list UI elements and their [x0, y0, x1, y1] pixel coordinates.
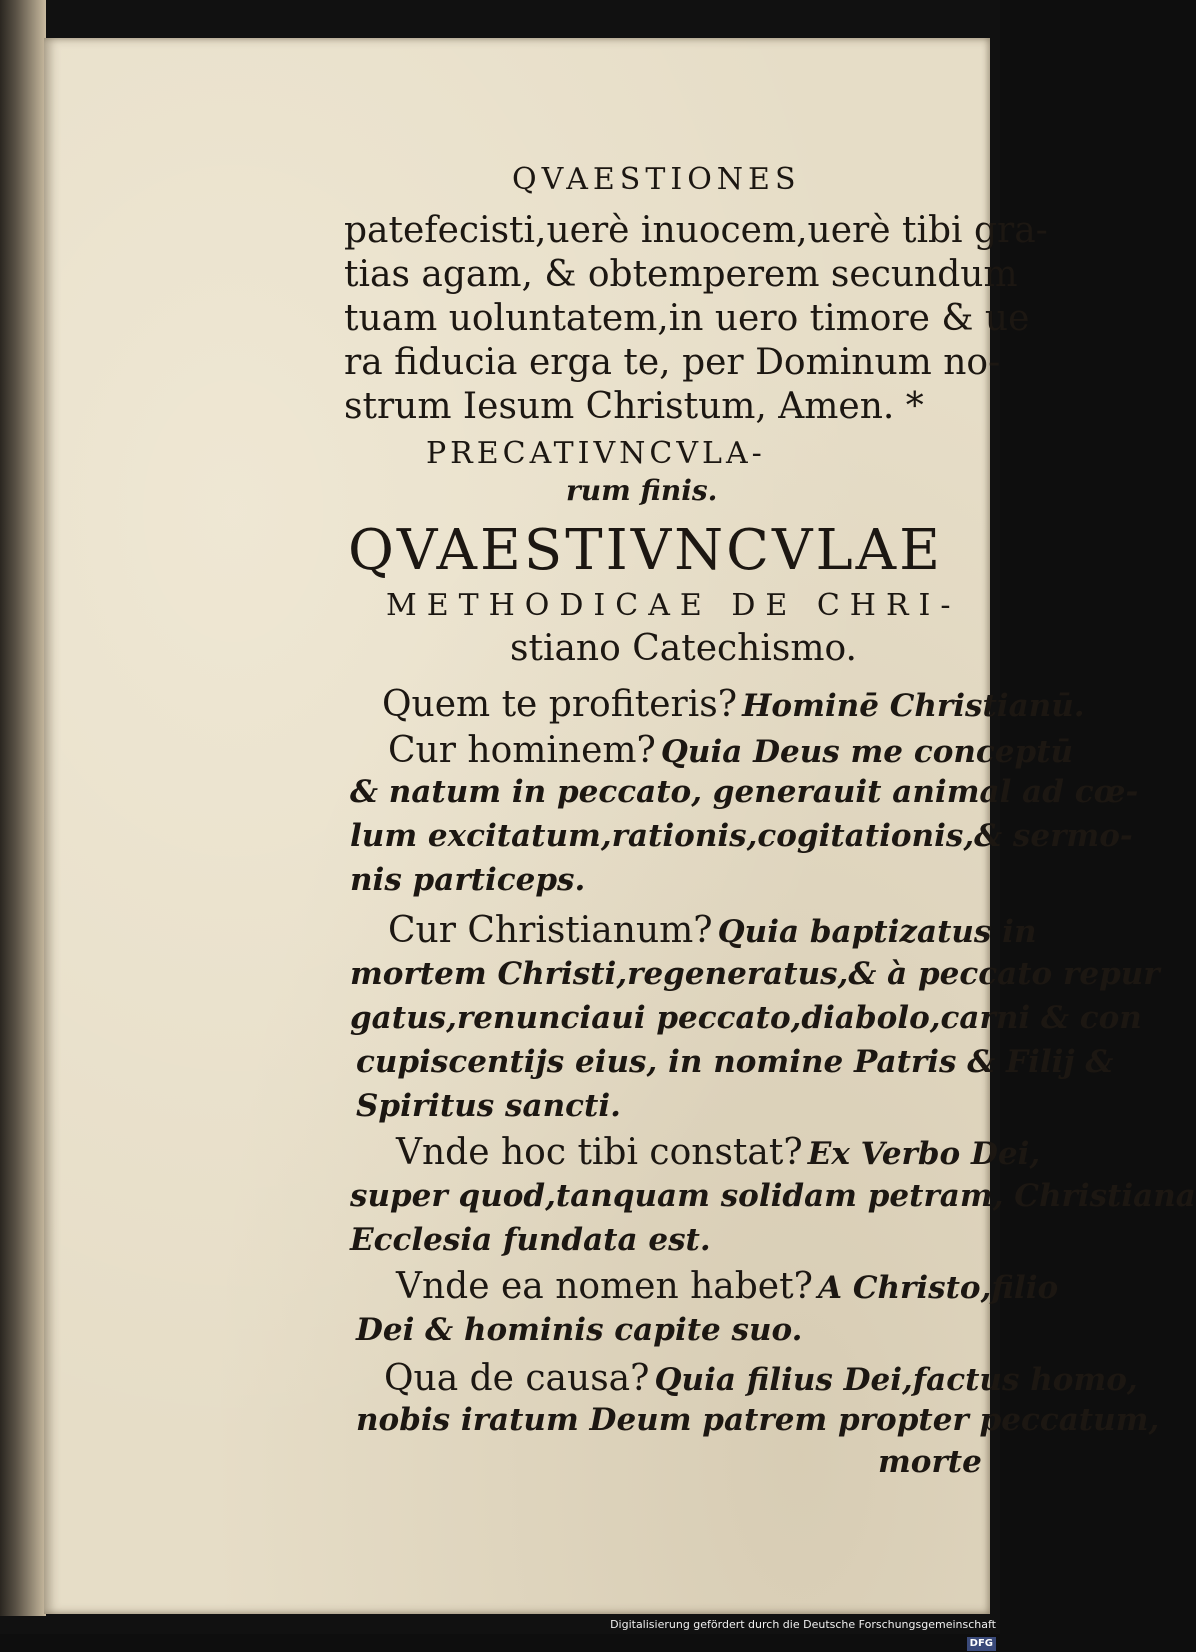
- prayer-line-5: strum Iesum Christum, Amen. *: [344, 386, 924, 427]
- dialogue-line-11: [396, 1132, 1040, 1173]
- dialogue-line-13: Ecclesia fundata est.: [350, 1222, 711, 1258]
- question: Vnde hoc tibi constat?: [396, 1132, 803, 1173]
- running-head: QVAESTIONES: [512, 162, 801, 197]
- answer: Quia baptizatus in: [717, 914, 1037, 950]
- dialogue-line-3: & natum in peccato, generauit animal ad cœ-: [350, 774, 1139, 810]
- dialogue-line-14: [396, 1266, 1058, 1307]
- prayer-line-3: tuam uoluntatem,in uero timore & ue: [344, 298, 1030, 339]
- catchword: morte: [878, 1444, 982, 1480]
- book-page: [44, 38, 1196, 1614]
- dialogue-line-7: mortem Christi,regeneratus,& à peccato repur: [350, 956, 1160, 992]
- answer: Hominē Christianū.: [742, 688, 1085, 724]
- dialogue-line-9: cupiscentijs eius, in nomine Patris & Filij &: [356, 1044, 1114, 1080]
- book-spine-edge: [0, 0, 46, 1616]
- precatiunculae-end-line-2: rum finis.: [566, 474, 718, 507]
- question: Cur Christianum?: [388, 910, 713, 951]
- answer: Quia filius Dei,factus homo,: [654, 1362, 1138, 1398]
- question: Qua de causa?: [384, 1358, 650, 1399]
- digitization-credit: [610, 1616, 996, 1649]
- prayer-line-1: patefecisti,uerè inuocem,uerè tibi gra-: [344, 210, 1048, 251]
- credit-text: Digitalisierung gefördert durch die Deutsche Forschungsgemeinschaft: [610, 1618, 996, 1631]
- answer: Quia Deus me conceptū: [660, 734, 1074, 770]
- prayer-line-2: tias agam, & obtemperem secundum: [344, 254, 1018, 295]
- dialogue-line-8: gatus,renunciaui peccato,diabolo,carni & con: [350, 1000, 1142, 1036]
- dialogue-line-17: nobis iratum Deum patrem propter peccatum,: [356, 1402, 1160, 1438]
- answer: Ex Verbo Dei,: [807, 1136, 1041, 1172]
- dialogue-line-10: Spiritus sancti.: [356, 1088, 621, 1124]
- precatiunculae-end-line-1: PRECATIVNCVLA-: [426, 436, 766, 471]
- dialogue-line-1: [382, 684, 1085, 725]
- prayer-line-4: ra fiducia erga te, per Dominum no-: [344, 342, 1001, 383]
- question: Quem te profiteris?: [382, 684, 738, 725]
- section-subtitle-2: stiano Catechismo.: [510, 628, 857, 669]
- question: Vnde ea nomen habet?: [396, 1266, 813, 1307]
- dialogue-line-16: [384, 1358, 1138, 1399]
- section-title: QVAESTIVNCVLAE: [348, 518, 943, 583]
- section-subtitle: METHODICAE DE CHRI-: [386, 588, 961, 623]
- answer: A Christo,filio: [817, 1270, 1059, 1306]
- dialogue-line-4: lum excitatum,rationis,cogitationis,& sermo-: [350, 818, 1133, 854]
- dialogue-line-2: [388, 730, 1073, 771]
- dialogue-line-5: nis particeps.: [350, 862, 586, 898]
- dialogue-line-15: Dei & hominis capite suo.: [356, 1312, 803, 1348]
- dialogue-line-6: [388, 910, 1037, 951]
- question: Cur hominem?: [388, 730, 656, 771]
- dialogue-line-12: super quod,tanquam solidam petram, Christiana: [350, 1178, 1196, 1214]
- dfg-logo: DFG: [967, 1637, 996, 1651]
